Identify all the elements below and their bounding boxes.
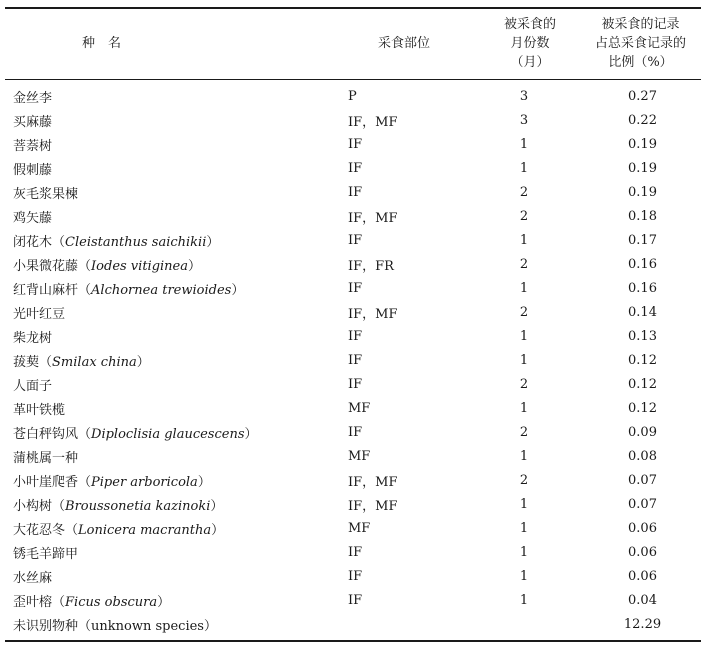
species-cell (5, 132, 348, 156)
species-latin-name: Piper arboricola (91, 474, 198, 490)
species-chinese-name: 红背山麻杆 (13, 282, 79, 298)
species-cell (5, 372, 348, 396)
months-cell: 1 (519, 520, 529, 536)
ratio-cell: 0.07 (628, 496, 657, 512)
ratio-cell: 0.16 (628, 280, 657, 296)
ratio-cell: 0.27 (628, 88, 657, 104)
species-cell: 歪叶榕（Ficus obscura） (13, 594, 171, 610)
species-cell (5, 396, 348, 420)
species-cell (5, 80, 348, 109)
species-chinese-name: 苍白秤钩风 (13, 426, 79, 442)
table-row (5, 204, 701, 228)
ratio-cell: 0.19 (628, 136, 657, 152)
feeding-part-cell: IF (348, 136, 363, 152)
feeding-part-cell: IF (348, 352, 363, 368)
species-chinese-name: 小叶崖爬香 (13, 474, 79, 490)
months-cell: 2 (519, 208, 529, 224)
months-cell: 1 (519, 136, 529, 152)
table-row (5, 348, 701, 372)
species-cell: 小果微花藤（Iodes vitiginea） (13, 258, 202, 274)
feeding-part-cell: MF (348, 400, 371, 416)
ratio-cell: 0.22 (628, 112, 657, 128)
table-body (5, 80, 701, 642)
feeding-part-cell: IF，MF (348, 114, 398, 130)
table-row (5, 80, 701, 109)
table-row (5, 228, 701, 252)
species-chinese-name: 革叶铁榄 (13, 402, 66, 418)
species-cell (5, 564, 348, 588)
feeding-part-cell: IF，FR (348, 258, 394, 274)
header-species: 种 名 (81, 36, 121, 51)
table-row (5, 516, 701, 540)
species-latin-name: Alchornea trewioides (91, 282, 232, 298)
ratio-cell: 12.29 (623, 616, 662, 632)
species-cell: 未识别物种（unknown species） (13, 618, 217, 634)
species-chinese-name: 金丝李 (13, 90, 53, 106)
table-row (5, 180, 701, 204)
species-chinese-name: 小果微花藤 (13, 258, 79, 274)
table-row (5, 156, 701, 180)
feeding-part-cell: IF (348, 568, 363, 584)
ratio-cell: 0.12 (628, 376, 657, 392)
ratio-cell: 0.04 (628, 592, 657, 608)
months-cell: 1 (519, 232, 529, 248)
months-cell: 1 (519, 544, 529, 560)
species-chinese-name: 未识别物种 (13, 618, 79, 634)
months-cell: 2 (519, 304, 529, 320)
header-ratio-line-3: 比例（%） (608, 55, 673, 70)
ratio-cell: 0.06 (628, 568, 657, 584)
months-cell: 1 (519, 496, 529, 512)
header-months-line-3: （月） (510, 55, 550, 70)
table-row (5, 612, 701, 641)
months-cell (480, 612, 580, 641)
species-cell: 菝葜（Smilax china） (13, 354, 150, 370)
species-chinese-name: 人面子 (13, 378, 53, 394)
species-cell (5, 156, 348, 180)
months-cell: 2 (519, 424, 529, 440)
table-row (5, 276, 701, 300)
species-chinese-name: 菩萘树 (13, 138, 53, 154)
header-months (480, 8, 580, 80)
header-ratio-line-2: 占总采食记录的 (594, 36, 686, 51)
species-latin-name: Cleistanthus saichikii (65, 234, 207, 250)
table-row (5, 372, 701, 396)
header-feeding-part: 采食部位 (377, 36, 430, 51)
species-cell (5, 300, 348, 324)
header-months-line-2: 月份数 (510, 36, 550, 51)
species-chinese-name: 小构树 (13, 498, 53, 514)
species-cell: 闭花木（Cleistanthus saichikii） (13, 234, 220, 250)
header-ratio-line-1: 被采食的记录 (601, 17, 680, 32)
species-latin-name: Broussonetia kazinoki (65, 498, 211, 514)
months-cell: 3 (519, 112, 529, 128)
species-cell (5, 444, 348, 468)
table-row (5, 564, 701, 588)
species-cell (5, 324, 348, 348)
species-chinese-name: 锈毛羊蹄甲 (13, 546, 79, 562)
ratio-cell: 0.17 (628, 232, 657, 248)
species-cell: 红背山麻杆（Alchornea trewioides） (13, 282, 245, 298)
table-row (5, 540, 701, 564)
species-latin-name: Smilax china (52, 354, 137, 370)
species-chinese-name: 柴龙树 (13, 330, 53, 346)
ratio-cell: 0.18 (628, 208, 657, 224)
species-cell (5, 540, 348, 564)
table-row (5, 492, 701, 516)
species-cell: 大花忍冬（Lonicera macrantha） (13, 522, 225, 538)
months-cell: 2 (519, 256, 529, 272)
feeding-part-cell: IF (348, 232, 363, 248)
table-row (5, 300, 701, 324)
species-cell: 小构树（Broussonetia kazinoki） (13, 498, 224, 514)
ratio-cell: 0.14 (628, 304, 657, 320)
feeding-part-cell: IF (348, 160, 363, 176)
species-chinese-name: 买麻藤 (13, 114, 53, 130)
species-chinese-name: 蒲桃属一种 (13, 450, 79, 466)
species-chinese-name: 菝葜 (13, 354, 40, 370)
ratio-cell: 0.13 (628, 328, 657, 344)
species-chinese-name: 水丝麻 (13, 570, 53, 586)
months-cell: 1 (519, 352, 529, 368)
table-row (5, 468, 701, 492)
feeding-part-cell (348, 612, 480, 641)
feeding-part-cell: MF (348, 520, 371, 536)
ratio-cell: 0.07 (628, 472, 657, 488)
species-latin-name: Iodes vitiginea (91, 258, 188, 274)
feeding-part-cell: IF，MF (348, 474, 398, 490)
feeding-part-cell: MF (348, 448, 371, 464)
months-cell: 1 (519, 400, 529, 416)
months-cell: 1 (519, 328, 529, 344)
species-chinese-name: 歪叶榕 (13, 594, 53, 610)
ratio-cell: 0.12 (628, 400, 657, 416)
feeding-part-cell: IF，MF (348, 498, 398, 514)
species-cell: 小叶崖爬香（Piper arboricola） (13, 474, 211, 490)
species-chinese-name: 鸡矢藤 (13, 210, 53, 226)
months-cell: 1 (519, 592, 529, 608)
ratio-cell: 0.19 (628, 184, 657, 200)
feeding-part-cell: IF，MF (348, 210, 398, 226)
months-cell: 3 (519, 88, 529, 104)
species-latin-name: Diploclisia glaucescens (91, 426, 245, 442)
header-months-line-1: 被采食的 (503, 17, 556, 32)
months-cell: 1 (519, 280, 529, 296)
header-ratio (580, 8, 701, 80)
species-cell (5, 204, 348, 228)
species-chinese-name: 光叶红豆 (13, 306, 66, 322)
table-row (5, 588, 701, 612)
table-row (5, 420, 701, 444)
ratio-cell: 0.09 (628, 424, 657, 440)
species-cell (5, 108, 348, 132)
table-header (5, 8, 701, 80)
ratio-cell: 0.19 (628, 160, 657, 176)
species-cell: 苍白秤钩风（Diploclisia glaucescens） (13, 426, 258, 442)
months-cell: 1 (519, 568, 529, 584)
species-chinese-name: 假刺藤 (13, 162, 53, 178)
table-row (5, 108, 701, 132)
species-chinese-name: 闭花木 (13, 234, 53, 250)
header-row (5, 8, 701, 80)
months-cell: 1 (519, 160, 529, 176)
feeding-part-cell: IF (348, 544, 363, 560)
species-cell (5, 180, 348, 204)
feeding-part-cell: IF (348, 280, 363, 296)
months-cell: 2 (519, 184, 529, 200)
months-cell: 1 (519, 448, 529, 464)
table-row (5, 252, 701, 276)
ratio-cell: 0.16 (628, 256, 657, 272)
months-cell: 2 (519, 376, 529, 392)
table-row (5, 444, 701, 468)
species-latin-name: unknown species (91, 618, 204, 634)
months-cell: 2 (519, 472, 529, 488)
feeding-records-table (5, 7, 701, 642)
species-latin-name: Lonicera macrantha (78, 522, 212, 538)
feeding-part-cell: P (348, 88, 357, 104)
feeding-part-cell: IF (348, 592, 363, 608)
species-latin-name: Ficus obscura (65, 594, 158, 610)
table-row (5, 396, 701, 420)
feeding-part-cell: IF (348, 328, 363, 344)
ratio-cell: 0.06 (628, 544, 657, 560)
species-chinese-name: 大花忍冬 (13, 522, 66, 538)
feeding-part-cell: IF，MF (348, 306, 398, 322)
feeding-part-cell: IF (348, 184, 363, 200)
feeding-part-cell: IF (348, 424, 363, 440)
table-row (5, 132, 701, 156)
table-row (5, 324, 701, 348)
ratio-cell: 0.08 (628, 448, 657, 464)
feeding-part-cell: IF (348, 376, 363, 392)
ratio-cell: 0.12 (628, 352, 657, 368)
species-chinese-name: 灰毛浆果楝 (13, 186, 79, 202)
ratio-cell: 0.06 (628, 520, 657, 536)
